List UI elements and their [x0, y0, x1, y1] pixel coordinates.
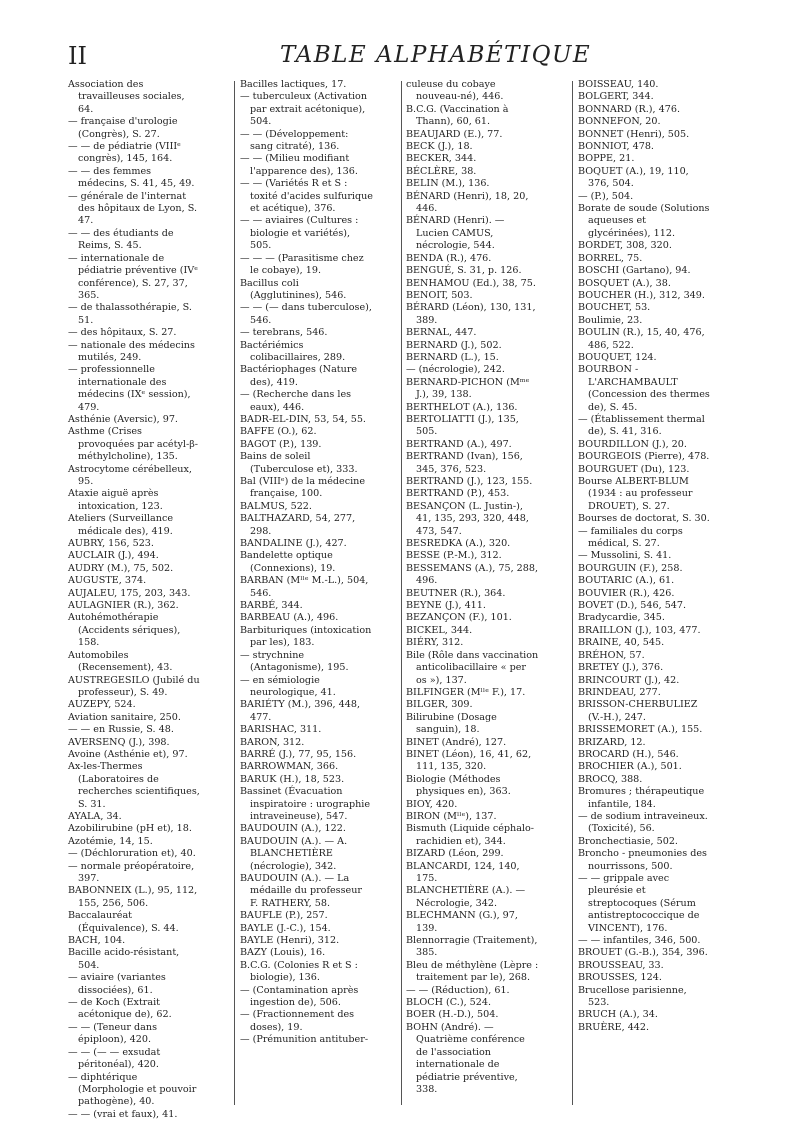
index-entry: Boulimie, 23. — [578, 314, 643, 326]
index-entry: — générale de l'internat des hôpitaux de Lyon, S. 47. — [68, 190, 197, 227]
index-entry: BICKEL, 344. — [406, 624, 473, 636]
index-entry: BOLGERT, 344. — [578, 91, 654, 103]
index-entry: BARIÉTY (M.), 396, 448, 477. — [240, 699, 361, 723]
index-entry: Brucellose parisienne, 523. — [578, 984, 687, 1009]
index-entry: Bourses de doctorat, S. 30. — [578, 513, 710, 525]
index-entry: Bronchectiasie, 502. — [578, 835, 678, 847]
index-entry: AUZEPY, 524. — [68, 699, 136, 711]
index-entry: BRAILLON (J.), 103, 477. — [578, 624, 701, 636]
index-entry: BAUFLE (P.), 257. — [240, 910, 328, 922]
index-entry: — aviaire (variantes dissociées), 61. — [68, 972, 166, 996]
index-entry: — (Contamination après ingestion de), 506. — [240, 984, 359, 1009]
index-entry: BARON, 312. — [240, 736, 305, 748]
index-entry: BERNARD-PICHON (Mᵐᵉ J.), 39, 138. — [406, 376, 530, 401]
index-entry: Automobiles (Recensement), 43. — [68, 649, 173, 674]
index-entry: BILFINGER (Mˡˡᵉ F.), 17. — [406, 686, 526, 698]
index-entry: BESSEMANS (A.), 75, 288, 496. — [406, 562, 539, 587]
index-entry: — en sémiologie neurologique, 41. — [240, 674, 336, 698]
index-entry: Borate de soude (Solutions aqueuses et glycérinées), 112. — [578, 203, 710, 239]
index-entry: — (P.), 504. — [578, 190, 634, 202]
index-entry: — — en Russie, S. 48. — [68, 724, 174, 736]
index-entry: BRIZARD, 12. — [578, 736, 646, 748]
index-entry: BONNIOT, 478. — [578, 141, 654, 153]
index-entry: BRÉHON, 57. — [578, 649, 645, 661]
index-entry: BÉNARD (Henri). — Lucien CAMUS, nécrologie, 544. — [406, 215, 505, 252]
index-entry: Aviation sanitaire, 250. — [68, 711, 181, 723]
index-entry: BERTRAND (P.), 453. — [406, 488, 510, 500]
index-entry: Bradycardie, 345. — [578, 612, 665, 624]
index-entry: — normale préopératoire, 397. — [68, 860, 195, 884]
index-entry: Bal (VIIIᵉ) de la médecine française, 100. — [240, 476, 366, 500]
index-entry: AYALA, 34. — [68, 810, 122, 822]
index-entry: — tuberculeux (Activation par extrait acétonique), 504. — [240, 91, 368, 128]
index-entry: Autohémothérapie (Accidents sériques), 158. — [68, 612, 181, 649]
index-entry: BOER (H.-D.), 504. — [406, 1009, 499, 1021]
index-entry: — — infantiles, 346, 500. — [578, 935, 701, 947]
index-entry: Broncho - pneumonies des nourrissons, 500. — [578, 848, 707, 872]
index-entry: — (Prémunition antituber- — [240, 1034, 369, 1046]
index-entry: BOUVIER (R.), 426. — [578, 587, 675, 599]
index-entry: BESREDKA (A.), 320. — [406, 538, 511, 550]
index-entry: BAYLE (Henri), 312. — [240, 935, 340, 947]
index-entry: — — des étudiants de Reims, S. 45. — [68, 227, 174, 252]
index-entry: BELIN (M.), 136. — [406, 178, 490, 190]
index-entry: Barbituriques (intoxication par les), 183. — [240, 624, 372, 649]
index-entry: Bactériophages (Nature des), 419. — [240, 364, 358, 388]
index-entry: Azotémie, 14, 15. — [68, 835, 153, 847]
index-entry: culeuse du cobaye nouveau-né), 446. — [406, 79, 504, 103]
index-entry: BAUDOUIN (A.). — A. BLANCHETIÈRE (nécrologie), 342. — [240, 835, 348, 872]
index-entry: BESANÇON (L. Justin-), 41, 135, 293, 320, 448, 473, 547. — [406, 500, 529, 537]
index-entry: BERNAL, 447. — [406, 327, 477, 339]
index-entry: BADR-EL-DIN, 53, 54, 55. — [240, 413, 366, 425]
index-entry: BOUQUET, 124. — [578, 351, 657, 363]
index-entry: BONNEFON, 20. — [578, 116, 661, 128]
index-entry: AUSTREGESILO (Jubilé du professeur), S. 49. — [68, 674, 200, 698]
index-entry: AUDRY (M.), 75, 502. — [68, 562, 174, 574]
index-entry: BERNARD (J.), 502. — [406, 339, 502, 351]
index-entry: Bains de soleil (Tuberculose et), 333. — [240, 451, 358, 475]
index-entry: BINET (André), 127. — [406, 736, 507, 748]
index-entry: BESSE (P.-M.), 312. — [406, 550, 502, 562]
index-entry: — — — (Parasitisme chez le cobaye), 19. — [240, 252, 364, 277]
index-entry: Avoine (Asthénie et), 97. — [68, 748, 188, 760]
index-entry: BROUSSES, 124. — [578, 972, 662, 984]
index-entry: BORDET, 308, 320. — [578, 240, 672, 252]
index-entry: BROCARD (H.), 546. — [578, 748, 679, 760]
index-entry: — (Recherche dans les eaux), 446. — [240, 389, 352, 413]
index-entry: Association des travailleuses sociales, 64. — [68, 79, 185, 115]
index-entry: — — aviaires (Cultures : biologie et variétés), 505. — [240, 215, 359, 252]
index-entry: BROUET (G.-B.), 354, 396. — [578, 947, 708, 959]
index-entry: BROCHIER (A.), 501. — [578, 761, 682, 773]
index-entry: BIZARD (Léon, 299. — [406, 848, 504, 860]
index-entry: BOPPE, 21. — [578, 153, 635, 165]
index-entry: BERTRAND (A.), 497. — [406, 438, 512, 450]
index-entry: AUGUSTE, 374. — [68, 575, 147, 587]
index-entry: BOURDILLON (J.), 20. — [578, 438, 687, 450]
index-entry: — Mussolini, S. 41. — [578, 550, 672, 562]
index-entry: — — des femmes médecins, S. 41, 45, 49. — [68, 165, 195, 190]
index-entry: — de Koch (Extrait acétonique de), 62. — [68, 997, 172, 1021]
index-entry: — — (Variétés R et S : toxité d'acides sulfurique et acétique), 376. — [240, 178, 373, 215]
index-entry: BÉCLÈRE, 38. — [406, 165, 477, 177]
index-entry: Bleu de méthylène (Lèpre : traitement par le), 268. — [406, 959, 539, 984]
index-entry: BRINDEAU, 277. — [578, 686, 661, 698]
index-entry: BANDALINE (J.), 427. — [240, 538, 347, 550]
index-entry: BALTHAZARD, 54, 277, 298. — [240, 513, 356, 537]
index-entry: BARBAN (Mˡˡᵉ M.-L.), 504, 546. — [240, 575, 369, 599]
column-rule — [572, 81, 573, 1105]
index-entry: BAUDOUIN (A.). — La médaille du professeur F. RATHERY, 58. — [240, 873, 362, 909]
index-entry: BOUTARIC (A.), 61. — [578, 575, 675, 587]
index-entry: — — (Teneur dans épiploon), 420. — [68, 1021, 157, 1046]
index-entry: BECKER, 344. — [406, 153, 477, 165]
index-column-2 — [240, 79, 373, 1047]
index-entry: AULAGNIER (R.), 362. — [68, 600, 179, 612]
index-entry: BOUCHET, 53. — [578, 302, 651, 314]
index-entry: BILGER, 309. — [406, 699, 473, 711]
index-entry: BERTHELOT (A.), 136. — [406, 401, 518, 413]
index-entry: BENDA (R.), 476. — [406, 252, 492, 264]
index-entry: — — (Milieu modifiant l'apparence des), 136. — [240, 153, 358, 177]
index-entry: — familiales du corps médical, S. 27. — [578, 525, 683, 550]
index-entry: Bismuth (Liquide céphalo-rachidien et), 344. — [406, 823, 535, 847]
index-entry: BOURGUIN (F.), 258. — [578, 562, 683, 574]
index-entry: BOULIN (R.), 15, 40, 476, 486, 522. — [578, 327, 705, 351]
index-entry: BALMUS, 522. — [240, 500, 312, 512]
index-entry: BARROWMAN, 366. — [240, 761, 339, 773]
index-entry: BERNARD (L.), 15. — [406, 351, 499, 363]
index-entry: Bacille acido-résistant, 504. — [68, 947, 180, 971]
index-entry: BOSQUET (A.), 38. — [578, 277, 671, 289]
index-entry: BINET (Léon), 16, 41, 62, 111, 135, 320. — [406, 748, 532, 773]
index-entry: — (nécrologie), 242. — [406, 364, 505, 376]
index-entry: BARISHAC, 311. — [240, 724, 322, 736]
index-entry: BÉRARD (Léon), 130, 131, 389. — [406, 302, 536, 326]
index-entry: BAFFE (O.), 62. — [240, 426, 317, 438]
page-title: TABLE ALPHABÉTIQUE — [280, 42, 592, 68]
index-entry: BOURGEOIS (Pierre), 478. — [578, 451, 710, 463]
index-entry: BOURGUET (Du), 123. — [578, 463, 690, 475]
index-entry: BOSCHI (Gartano), 94. — [578, 265, 691, 277]
index-entry: BAZY (Louis), 16. — [240, 947, 326, 959]
index-entry: — de thalassothérapie, S. 51. — [68, 302, 192, 326]
index-entry: BROUSSEAU, 33. — [578, 959, 664, 971]
index-entry: — — (Réduction), 61. — [406, 984, 510, 996]
index-entry: BEYNE (J.), 411. — [406, 600, 486, 612]
index-entry: BARBEAU (A.), 496. — [240, 612, 339, 624]
index-entry: BENHAMOU (Ed.), 38, 75. — [406, 277, 536, 289]
index-entry: BLANCARDI, 124, 140, 175. — [406, 860, 520, 884]
index-entry: BABONNEIX (L.), 95, 112, 155, 256, 506. — [68, 885, 198, 909]
index-entry: — — (Développement: sang citraté), 136. — [240, 128, 349, 153]
index-entry: — des hôpitaux, S. 27. — [68, 327, 177, 339]
index-entry: BÉNARD (Henri), 18, 20, 446. — [406, 190, 529, 215]
index-entry: BEZANÇON (F.), 101. — [406, 612, 512, 624]
index-entry: Asthénie (Aversic), 97. — [68, 413, 178, 425]
index-entry: BAGOT (P.), 139. — [240, 438, 322, 450]
index-entry: Bactériémics colibacillaires, 289. — [240, 339, 346, 363]
index-entry: — (Établissement thermal de), S. 41, 316. — [578, 413, 705, 438]
index-entry: BROCQ, 388. — [578, 773, 643, 785]
index-entry: BOUCHER (H.), 312, 349. — [578, 289, 705, 301]
index-entry: Asthme (Crises provoquées par acétyl-β-méthylcholine), 135. — [68, 426, 198, 463]
index-entry: Bilirubine (Dosage sanguin), 18. — [406, 711, 497, 736]
page-number: II — [68, 42, 87, 70]
index-entry: B.C.G. (Vaccination à Thann), 60, 61. — [406, 103, 509, 128]
index-entry: Bourse ALBERT-BLUM (1934 : au professeur DROUET), S. 27. — [578, 476, 693, 512]
index-entry: — nationale des médecins mutilés, 249. — [68, 339, 195, 363]
index-entry: BIRON (Mˡˡᵉ), 137. — [406, 810, 497, 822]
index-entry: Azobilirubine (pH et), 18. — [68, 823, 192, 835]
index-entry: Blennorragie (Traitement), 385. — [406, 935, 538, 959]
index-entry: — — (— — exsudat péritonéal), 420. — [68, 1046, 161, 1071]
index-entry: BERTRAND (J.), 123, 155. — [406, 476, 533, 487]
index-entry: AUCLAIR (J.), 494. — [68, 550, 159, 562]
index-entry: Biologie (Méthodes physiques en), 363. — [406, 773, 511, 798]
index-entry: Baccalauréat (Équivalence), S. 44. — [68, 910, 179, 934]
index-entry: BONNET (Henri), 505. — [578, 128, 690, 140]
index-entry: BERTOLIATTI (J.), 135, 505. — [406, 413, 519, 438]
index-entry: AUJALEU, 175, 203, 343. — [68, 587, 191, 599]
index-entry: BOQUET (A.), 19, 110, 376, 504. — [578, 165, 689, 190]
index-entry: — — (— dans tuberculose), 546. — [240, 302, 372, 326]
index-entry: — professionnelle internationale des médecins (IXᵉ session), 479. — [68, 364, 191, 413]
index-entry: BORREL, 75. — [578, 252, 643, 264]
index-entry: Bacilles lactiques, 17. — [240, 79, 347, 90]
index-entry: BAYLE (J.-C.), 154. — [240, 922, 331, 934]
index-entry: BARRÉ (J.), 77, 95, 156. — [240, 748, 357, 760]
index-column-3 — [406, 79, 539, 1096]
index-entry: BRINCOURT (J.), 42. — [578, 674, 680, 686]
index-entry: BAUDOUIN (A.), 122. — [240, 823, 346, 835]
index-entry: Astrocytome cérébelleux, 95. — [68, 463, 192, 487]
index-entry: BRAINE, 40, 545. — [578, 637, 665, 649]
index-entry: BLECHMANN (G.), 97, 139. — [406, 910, 518, 934]
index-entry: BRUÈRE, 442. — [578, 1021, 650, 1033]
index-entry: BIÉRY, 312. — [406, 637, 464, 649]
index-entry: Bile (Rôle dans vaccination anticolibacillaire « per os »), 137. — [406, 649, 539, 686]
index-entry: BEUTNER (R.), 364. — [406, 587, 506, 599]
index-entry: BARBÉ, 344. — [240, 600, 303, 612]
index-entry: Bacillus coli (Agglutinines), 546. — [240, 277, 347, 301]
index-entry: BOVET (D.), 546, 547. — [578, 600, 687, 612]
index-entry: BRETEY (J.), 376. — [578, 662, 664, 674]
index-entry: B.C.G. (Colonies R et S : biologie), 136. — [240, 959, 358, 984]
index-entry: Ateliers (Surveillance médicale des), 419. — [68, 513, 173, 537]
index-entry: — internationale de pédiatrie préventive (IVᵉ conférence), S. 27, 37, 365. — [68, 252, 198, 301]
index-entry: BIOY, 420. — [406, 798, 458, 810]
index-entry: BOURBON - L'ARCHAMBAULT (Concession des thermes de), S. 45. — [578, 364, 710, 413]
index-entry: Ax-les-Thermes (Laboratoires de recherches scientifiques, S. 31. — [68, 761, 200, 810]
index-entry: BACH, 104. — [68, 935, 126, 947]
index-entry: Bassinet (Évacuation inspiratoire : urographie intraveineuse), 547. — [240, 786, 371, 822]
index-entry: — strychnine (Antagonisme), 195. — [240, 649, 349, 674]
column-rule — [401, 81, 402, 1105]
index-entry: BLOCH (C.), 524. — [406, 997, 492, 1009]
index-entry: — (Déchloruration et), 40. — [68, 848, 196, 860]
index-entry: — terebrans, 546. — [240, 327, 328, 339]
index-entry: — — (vrai et faux), 41. — [68, 1108, 178, 1120]
index-entry: — de sodium intraveineux. (Toxicité), 56. — [578, 810, 708, 835]
index-entry: BOISSEAU, 140. — [578, 79, 659, 90]
column-rule — [234, 81, 235, 1105]
index-entry: BOHN (André). — Quatrième conférence de l'association internationale de pédiatrie préventive, 338. — [406, 1021, 525, 1095]
index-entry: — diphtérique (Morphologie et pouvoir pathogène), 40. — [68, 1071, 197, 1108]
index-entry: Ataxie aiguë après intoxication, 123. — [68, 488, 163, 512]
index-entry: — — grippale avec pleurésie et streptocoques (Sérum antistreptococcique de VINCENT), 176. — [578, 873, 700, 934]
index-column-1 — [68, 79, 201, 1121]
index-entry: BERTRAND (Ivan), 156, 345, 376, 523. — [406, 451, 523, 475]
index-entry: BEAUJARD (E.), 77. — [406, 128, 503, 140]
index-entry: BLANCHETIÈRE (A.). — Nécrologie, 342. — [406, 885, 526, 909]
index-entry: Bromures ; thérapeutique infantile, 184. — [578, 786, 705, 810]
index-entry: — (Fractionnement des doses), 19. — [240, 1009, 355, 1033]
index-entry: BENGUÉ, S. 31, p. 126. — [406, 265, 522, 277]
index-entry: — — de pédiatrie (VIIIᵉ congrès), 145, 164. — [68, 141, 181, 165]
index-entry: BARUK (H.), 18, 523. — [240, 773, 345, 785]
index-entry: BRUCH (A.), 34. — [578, 1009, 658, 1021]
index-entry: Bandelette optique (Connexions), 19. — [240, 550, 336, 574]
index-column-4 — [578, 79, 711, 1034]
index-entry: BRISSON-CHERBULIEZ (V.-H.), 247. — [578, 699, 698, 723]
index-entry: BONNARD (R.), 476. — [578, 103, 680, 115]
index-entry: — française d'urologie (Congrès), S. 27. — [68, 116, 178, 140]
index-entry: BENOIT, 503. — [406, 289, 473, 301]
index-entry: AUBRY, 156, 523. — [68, 538, 154, 550]
index-entry: AVERSENQ (J.), 398. — [68, 736, 170, 748]
index-entry: BRISSEMORET (A.), 155. — [578, 724, 703, 736]
index-entry: BECK (J.), 18. — [406, 141, 473, 153]
